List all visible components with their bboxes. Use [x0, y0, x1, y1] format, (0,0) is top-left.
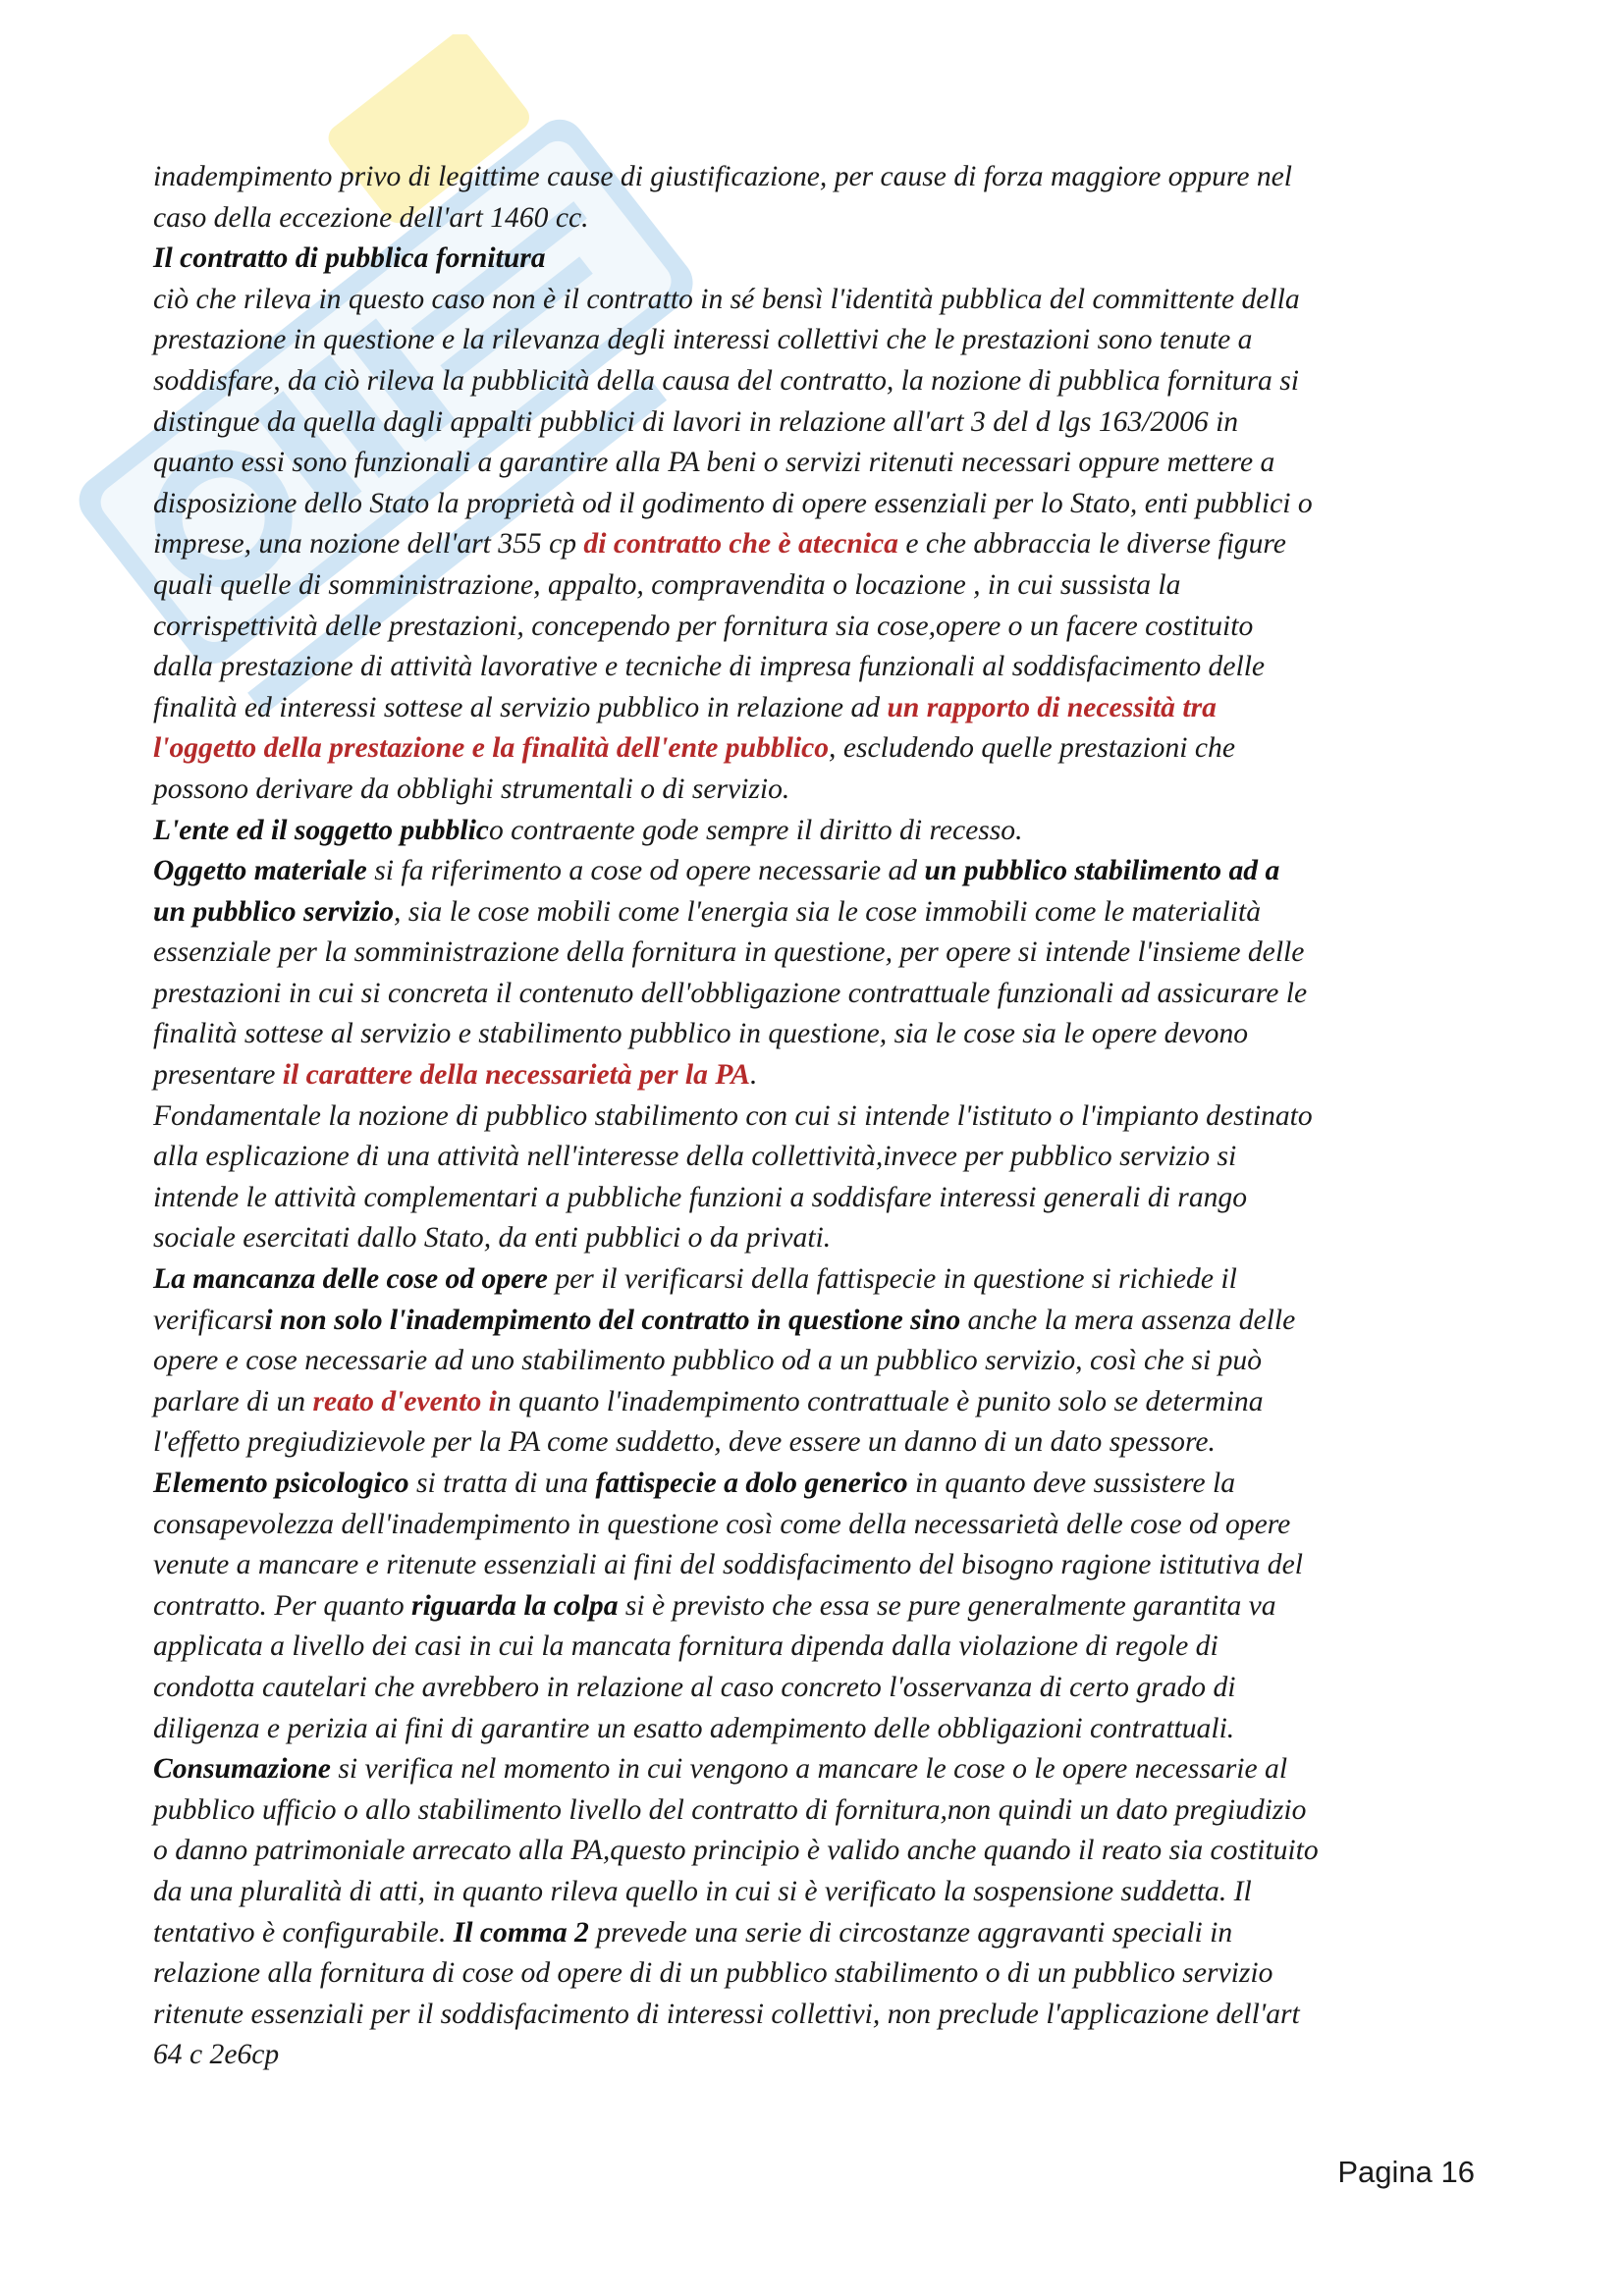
text-line: [153, 892, 1489, 934]
text-line: [153, 974, 1489, 1015]
text-line: [153, 1382, 1489, 1423]
text-span: , sia le cose mobili come l'energia sia le cose immobili come le materialità: [394, 895, 1262, 928]
text-span: quanto essi sono funzionali a garantire alla PA beni o servizi ritenuti necessari oppure mettere a: [153, 447, 1275, 479]
text-line: [153, 157, 1489, 198]
text-line: [153, 484, 1489, 525]
text-span: opere e cose necessarie ad uno stabilimento pubblico od a un pubblico servizio, così che si può: [153, 1345, 1263, 1377]
text-line: [153, 851, 1489, 892]
text-span: inadempimento privo di legittime cause di giustificazione, per cause di forza maggiore oppure nel: [153, 161, 1293, 192]
text-span: dalla prestazione di attività lavorative e tecniche di impresa funzionali al soddisfacimento delle: [153, 651, 1266, 683]
text-line: [153, 1913, 1489, 1954]
text-span: soddisfare, da ciò rileva la pubblicità della causa del contratto, la nozione di pubblica fornitura si: [153, 364, 1299, 397]
text-span: consapevolezza dell'inadempimento in questione così come della necessarietà delle cose od opere: [153, 1508, 1291, 1540]
body-text: [153, 157, 1489, 2076]
text-span: si verifica nel momento in cui vengono a mancare le cose o le opere necessarie al: [330, 1753, 1288, 1786]
bold-text: L'ente ed il soggetto pubblic: [153, 814, 489, 846]
text-line: [153, 1055, 1489, 1096]
text-line: [153, 1995, 1489, 2036]
text-line: [153, 1014, 1489, 1055]
text-line: [153, 1341, 1489, 1382]
text-span: verificars: [153, 1304, 265, 1336]
text-span: prestazione in questione e la rilevanza degli interessi collettivi che le prestazioni sono tenute a: [153, 324, 1253, 356]
text-span: presentare: [153, 1059, 283, 1092]
text-span: contratto. Per quanto: [153, 1589, 412, 1622]
text-span: , escludendo quelle prestazioni che: [829, 732, 1235, 765]
text-line: [153, 1872, 1489, 1913]
bold-text: Il contratto di pubblica fornitura: [153, 242, 546, 275]
text-span: finalità ed interessi sottese al servizio pubblico in relazione ad: [153, 691, 888, 723]
text-line: [153, 320, 1489, 361]
text-span: possono derivare da obblighi strumentali o di servizio.: [153, 773, 790, 805]
text-line: [153, 1301, 1489, 1342]
text-line: [153, 607, 1489, 648]
text-span: relazione alla fornitura di cose od opere di di un pubblico stabilimento o di un pubblico servizio: [153, 1957, 1273, 1990]
highlighted-text: un rapporto di necessità tra: [887, 691, 1217, 723]
text-span: caso della eccezione dell'art 1460 cc.: [153, 201, 589, 234]
bold-text: Consumazione: [153, 1753, 331, 1786]
text-span: applicata a livello dei casi in cui la mancata fornitura dipenda dalla violazione di regole di: [153, 1630, 1218, 1663]
text-span: o danno patrimoniale arrecato alla PA,questo principio è valido anche quando il reato sia costituito: [153, 1835, 1319, 1867]
text-line: [153, 647, 1489, 688]
text-line: [153, 1790, 1489, 1832]
text-line: [153, 811, 1489, 852]
text-span: n quanto l'inadempimento contrattuale è punito solo se determina: [496, 1385, 1264, 1417]
text-span: per il verificarsi della fattispecie in questione si richiede il: [547, 1263, 1237, 1296]
text-line: [153, 1749, 1489, 1790]
text-span: e che abbraccia le diverse figure: [897, 528, 1286, 561]
bold-text: fattispecie a dolo generico: [595, 1468, 908, 1499]
text-line: [153, 239, 1489, 280]
text-line: [153, 1464, 1489, 1505]
text-span: ritenute essenziali per il soddisfacimento di interessi collettivi, non preclude l'applicazione dell'art: [153, 1998, 1300, 2030]
text-span: o contraente gode sempre il diritto di recesso.: [488, 814, 1023, 846]
bold-text: Elemento psicologico: [153, 1468, 409, 1499]
text-span: Fondamentale la nozione di pubblico stabilimento con cui si intende l'istituto o l'impianto destinato: [153, 1099, 1313, 1132]
highlighted-text: reato d'evento i: [312, 1385, 497, 1417]
text-span: tentativo è configurabile.: [153, 1916, 454, 1949]
text-line: [153, 402, 1489, 444]
text-line: [153, 933, 1489, 974]
text-line: [153, 1627, 1489, 1668]
text-line: [153, 1178, 1489, 1219]
text-line: [153, 1137, 1489, 1178]
text-span: si tratta di una: [408, 1468, 596, 1499]
text-line: [153, 1545, 1489, 1586]
bold-text: La mancanza delle cose od opere: [153, 1263, 548, 1296]
text-span: pubblico ufficio o allo stabilimento livello del contratto di fornitura,non quindi un dato pregiudizio: [153, 1793, 1307, 1826]
bold-text: un pubblico servizio: [153, 895, 395, 928]
highlighted-text: di contratto che è atecnica: [583, 528, 898, 561]
text-span: essenziale per la somministrazione della fornitura in questione, per opere si intende l'insieme delle: [153, 936, 1305, 969]
text-span: parlare di un: [153, 1385, 313, 1417]
text-line: [153, 361, 1489, 402]
text-line: [153, 443, 1489, 484]
text-line: [153, 198, 1489, 240]
text-span: prevede una serie di circostanze aggravanti speciali in: [588, 1916, 1233, 1949]
text-line: [153, 1668, 1489, 1709]
text-span: si è previsto che essa se pure generalmente garantita va: [618, 1589, 1276, 1622]
text-span: ciò che rileva in questo caso non è il contratto in sé bensì l'identità pubblica del committente della: [153, 283, 1300, 315]
text-span: alla esplicazione di una attività nell'interesse della collettività,invece per pubblico servizio si: [153, 1141, 1237, 1173]
text-line: [153, 770, 1489, 811]
text-line: [153, 1831, 1489, 1872]
text-line: [153, 1953, 1489, 1995]
text-span: da una pluralità di atti, in quanto rileva quello in cui si è verificato la sospensione suddetta. Il: [153, 1875, 1252, 1907]
text-span: anche la mera assenza delle: [960, 1304, 1296, 1336]
text-line: [153, 1096, 1489, 1138]
text-span: disposizione dello Stato la proprietà od il godimento di opere essenziali per lo Stato, enti pubblici o: [153, 487, 1313, 519]
text-span: intende le attività complementari a pubbliche funzioni a soddisfare interessi generali di rango: [153, 1181, 1248, 1213]
text-line: [153, 1422, 1489, 1464]
bold-text: Oggetto materiale: [153, 855, 367, 887]
bold-text: riguarda la colpa: [411, 1589, 619, 1622]
text-line: [153, 1586, 1489, 1628]
text-line: [153, 565, 1489, 607]
text-span: corrispettività delle prestazioni, concependo per fornitura sia cose,opere o un facere costituito: [153, 610, 1254, 642]
text-span: venute a mancare e ritenute essenziali ai fini del soddisfacimento del bisogno ragione istitutiva del: [153, 1549, 1303, 1581]
text-span: 64 c 2e6cp: [153, 2039, 280, 2071]
bold-text: un pubblico stabilimento ad a: [924, 855, 1280, 887]
page-number: Pagina 16: [1337, 2155, 1475, 2189]
text-line: [153, 2035, 1489, 2076]
text-line: [153, 280, 1489, 321]
text-span: quali quelle di somministrazione, appalto, compravendita o locazione , in cui sussista la: [153, 568, 1181, 601]
text-span: condotta cautelari che avrebbero in relazione al caso concreto l'osservanza di certo grado di: [153, 1671, 1236, 1703]
text-span: .: [749, 1059, 758, 1092]
bold-text: Il comma 2: [453, 1916, 589, 1949]
highlighted-text: l'oggetto della prestazione e la finalità dell'ente pubblico: [153, 732, 830, 765]
text-span: imprese, una nozione dell'art 355 cp: [153, 528, 584, 561]
text-span: sociale esercitati dallo Stato, da enti pubblici o da privati.: [153, 1222, 832, 1255]
text-span: finalità sottese al servizio e stabilimento pubblico in questione, sia le cose sia le opere devono: [153, 1018, 1249, 1050]
text-span: si fa riferimento a cose od opere necessarie ad: [366, 855, 925, 887]
text-line: [153, 688, 1489, 729]
text-span: in quanto deve sussistere la: [907, 1468, 1235, 1499]
text-span: distingue da quella dagli appalti pubblici di lavori in relazione all'art 3 del d lgs 163/2006 in: [153, 405, 1239, 438]
highlighted-text: il carattere della necessarietà per la PA: [282, 1059, 750, 1092]
text-span: diligenza e perizia ai fini di garantire un esatto adempimento delle obbligazioni contrattuali.: [153, 1712, 1235, 1744]
text-span: l'effetto pregiudizievole per la PA come suddetto, deve essere un danno di un dato spessore.: [153, 1426, 1216, 1459]
text-line: [153, 524, 1489, 565]
text-line: [153, 1218, 1489, 1259]
text-line: [153, 1505, 1489, 1546]
bold-text: i non solo l'inadempimento del contratto in questione sino: [264, 1304, 961, 1336]
text-line: [153, 1259, 1489, 1301]
text-line: [153, 728, 1489, 770]
text-line: [153, 1709, 1489, 1750]
text-span: prestazioni in cui si concreta il contenuto dell'obbligazione contrattuale funzionali ad assicurare le: [153, 977, 1308, 1009]
